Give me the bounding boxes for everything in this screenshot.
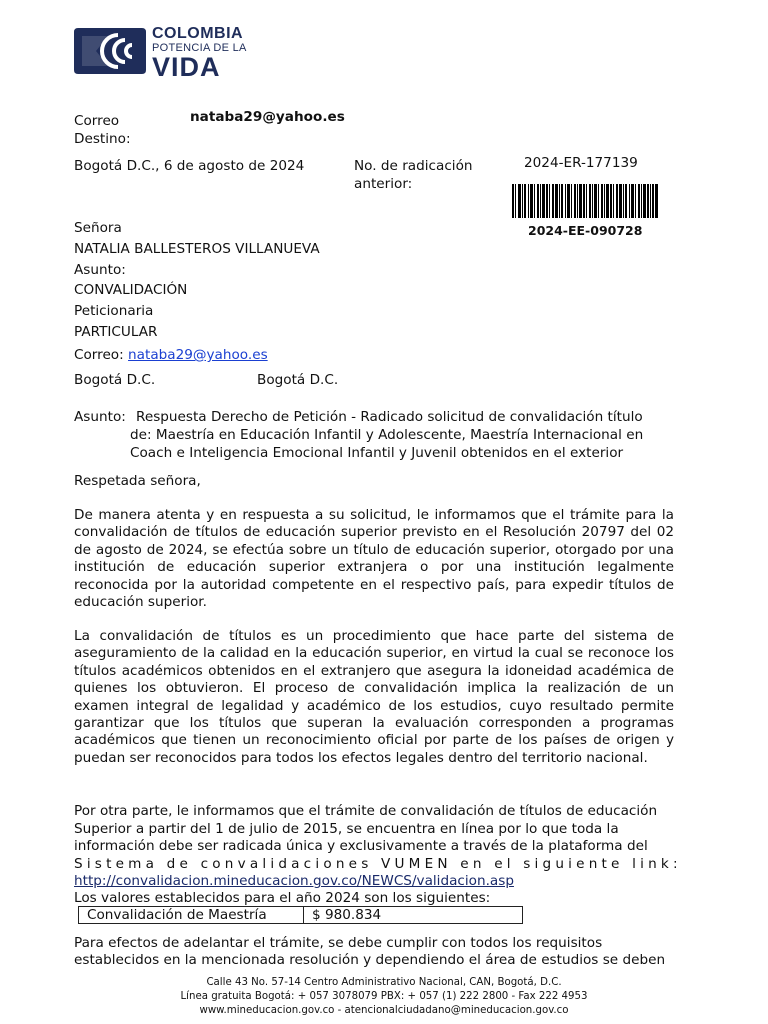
correo-destino-label-1: Correo [74,113,120,129]
barcode-icon [512,184,658,218]
recipient-asunto-value: CONVALIDACIÓN [74,282,188,298]
paragraph-4-line-1: Para efectos de adelantar el trámite, se debe cumplir con todos los requisitos [74,935,603,951]
recipient-peticionaria-value: PARTICULAR [74,324,158,340]
recipient-city-2: Bogotá D.C. [257,372,339,388]
logo-line-1: COLOMBIA [152,25,244,42]
place-date: Bogotá D.C., 6 de agosto de 2024 [74,158,305,174]
recipient-correo-line [74,346,268,365]
paragraph-3-line-4: Sistema de convalidaciones VUMEN en el siguiente link: [74,856,682,872]
paragraph-3-line-3: información debe ser radicada única y exclusivamente a través de la plataforma del [74,838,648,854]
logo-line-3: VIDA [152,52,221,82]
table-row [79,907,523,924]
footer-web-email: www.mineducacion.gov.co - atencionalciudadano@mineducacion.gov.co [199,1005,569,1016]
radicacion-label-2: anterior: [354,176,413,192]
barcode-number: 2024-EE-090728 [528,223,643,238]
radicacion-value: 2024-ER-177139 [524,155,638,171]
paragraph-4-line-2: establecidos en la mencionada resolución y dependiendo el área de estudios se deben [74,952,666,968]
recipient-city-1: Bogotá D.C. [74,372,156,388]
footer-phones: Línea gratuita Bogotá: + 057 3078079 PBX: + 057 (1) 222 2800 - Fax 222 4953 [180,991,588,1002]
logo-line-2: POTENCIA DE LA [152,42,247,54]
table-cell-concept: Convalidación de Maestría [79,907,304,924]
footer-address: Calle 43 No. 57-14 Centro Administrativo Nacional, CAN, Bogotá, D.C. [206,977,562,988]
correo-destino-value: nataba29@yahoo.es [190,109,345,125]
subject-line-2: de: Maestría en Educación Infantil y Adolescente, Maestría Internacional en [130,427,644,443]
recipient-asunto-label: Asunto: [74,262,126,278]
convalidacion-link[interactable]: http://convalidacion.mineducacion.gov.co/NEWCS/validacion.asp [74,873,514,889]
paragraph-1: De manera atenta y en respuesta a su solicitud, le informamos que el trámite para la convalidación de títulos de educación superior previsto en el Resolución 20797 del 02 de agosto de 2024, se efectúa sobre un título de educación superior, otorgado por una institución de educación superior extranjera o por una institución legalmente reconocida por la autoridad competente en el respectivo país, para expedir títulos de educación superior. [74,507,674,611]
paragraph-3-line-2: Superior a partir del 1 de julio de 2015, se encuentra en línea por lo que toda la [74,821,619,837]
values-table [78,906,523,924]
greeting: Respetada señora, [74,473,201,489]
recipient-name: NATALIA BALLESTEROS VILLANUEVA [74,241,320,257]
paragraph-2: La convalidación de títulos es un procedimiento que hace parte del sistema de aseguramiento de la calidad en la educación superior, en virtud la cual se reconoce los títulos académicos obtenidos en el extranjero que asegura la idoneidad académica de quienes los obtuvieron. El proceso de convalidación implica la realización de un examen integral de legalidad y académico de los estudios, cuyo resultado permite garantizar que los títulos que superan la evaluación corresponden a programas académicos que tienen un reconocimiento oficial por parte de los países de origen y puedan ser reconocidos para todos los efectos legales dentro del territorio nacional. [74,628,674,766]
paragraph-3-line-1: Por otra parte, le informamos que el trámite de convalidación de títulos de educación [74,803,658,819]
values-intro: Los valores establecidos para el año 2024 son los siguientes: [74,890,491,906]
recipient-salutation: Señora [74,220,122,236]
subject-line-3: Coach e Inteligencia Emocional Infantil y Juvenil obtenidos en el exterior [130,445,624,461]
subject-label: Asunto: [74,409,126,425]
logo-text [152,26,247,80]
recipient-correo-label: Correo: [74,347,124,363]
recipient-email-link[interactable]: nataba29@yahoo.es [128,347,268,363]
correo-destino-label-2: Destino: [74,131,131,147]
subject-line-1: Respuesta Derecho de Petición - Radicado solicitud de convalidación título [136,409,643,425]
table-cell-value: $ 980.834 [304,907,523,924]
radicacion-label-1: No. de radicación [354,158,473,174]
colombia-logo-icon [72,26,148,76]
recipient-peticionaria-label: Peticionaria [74,303,154,319]
